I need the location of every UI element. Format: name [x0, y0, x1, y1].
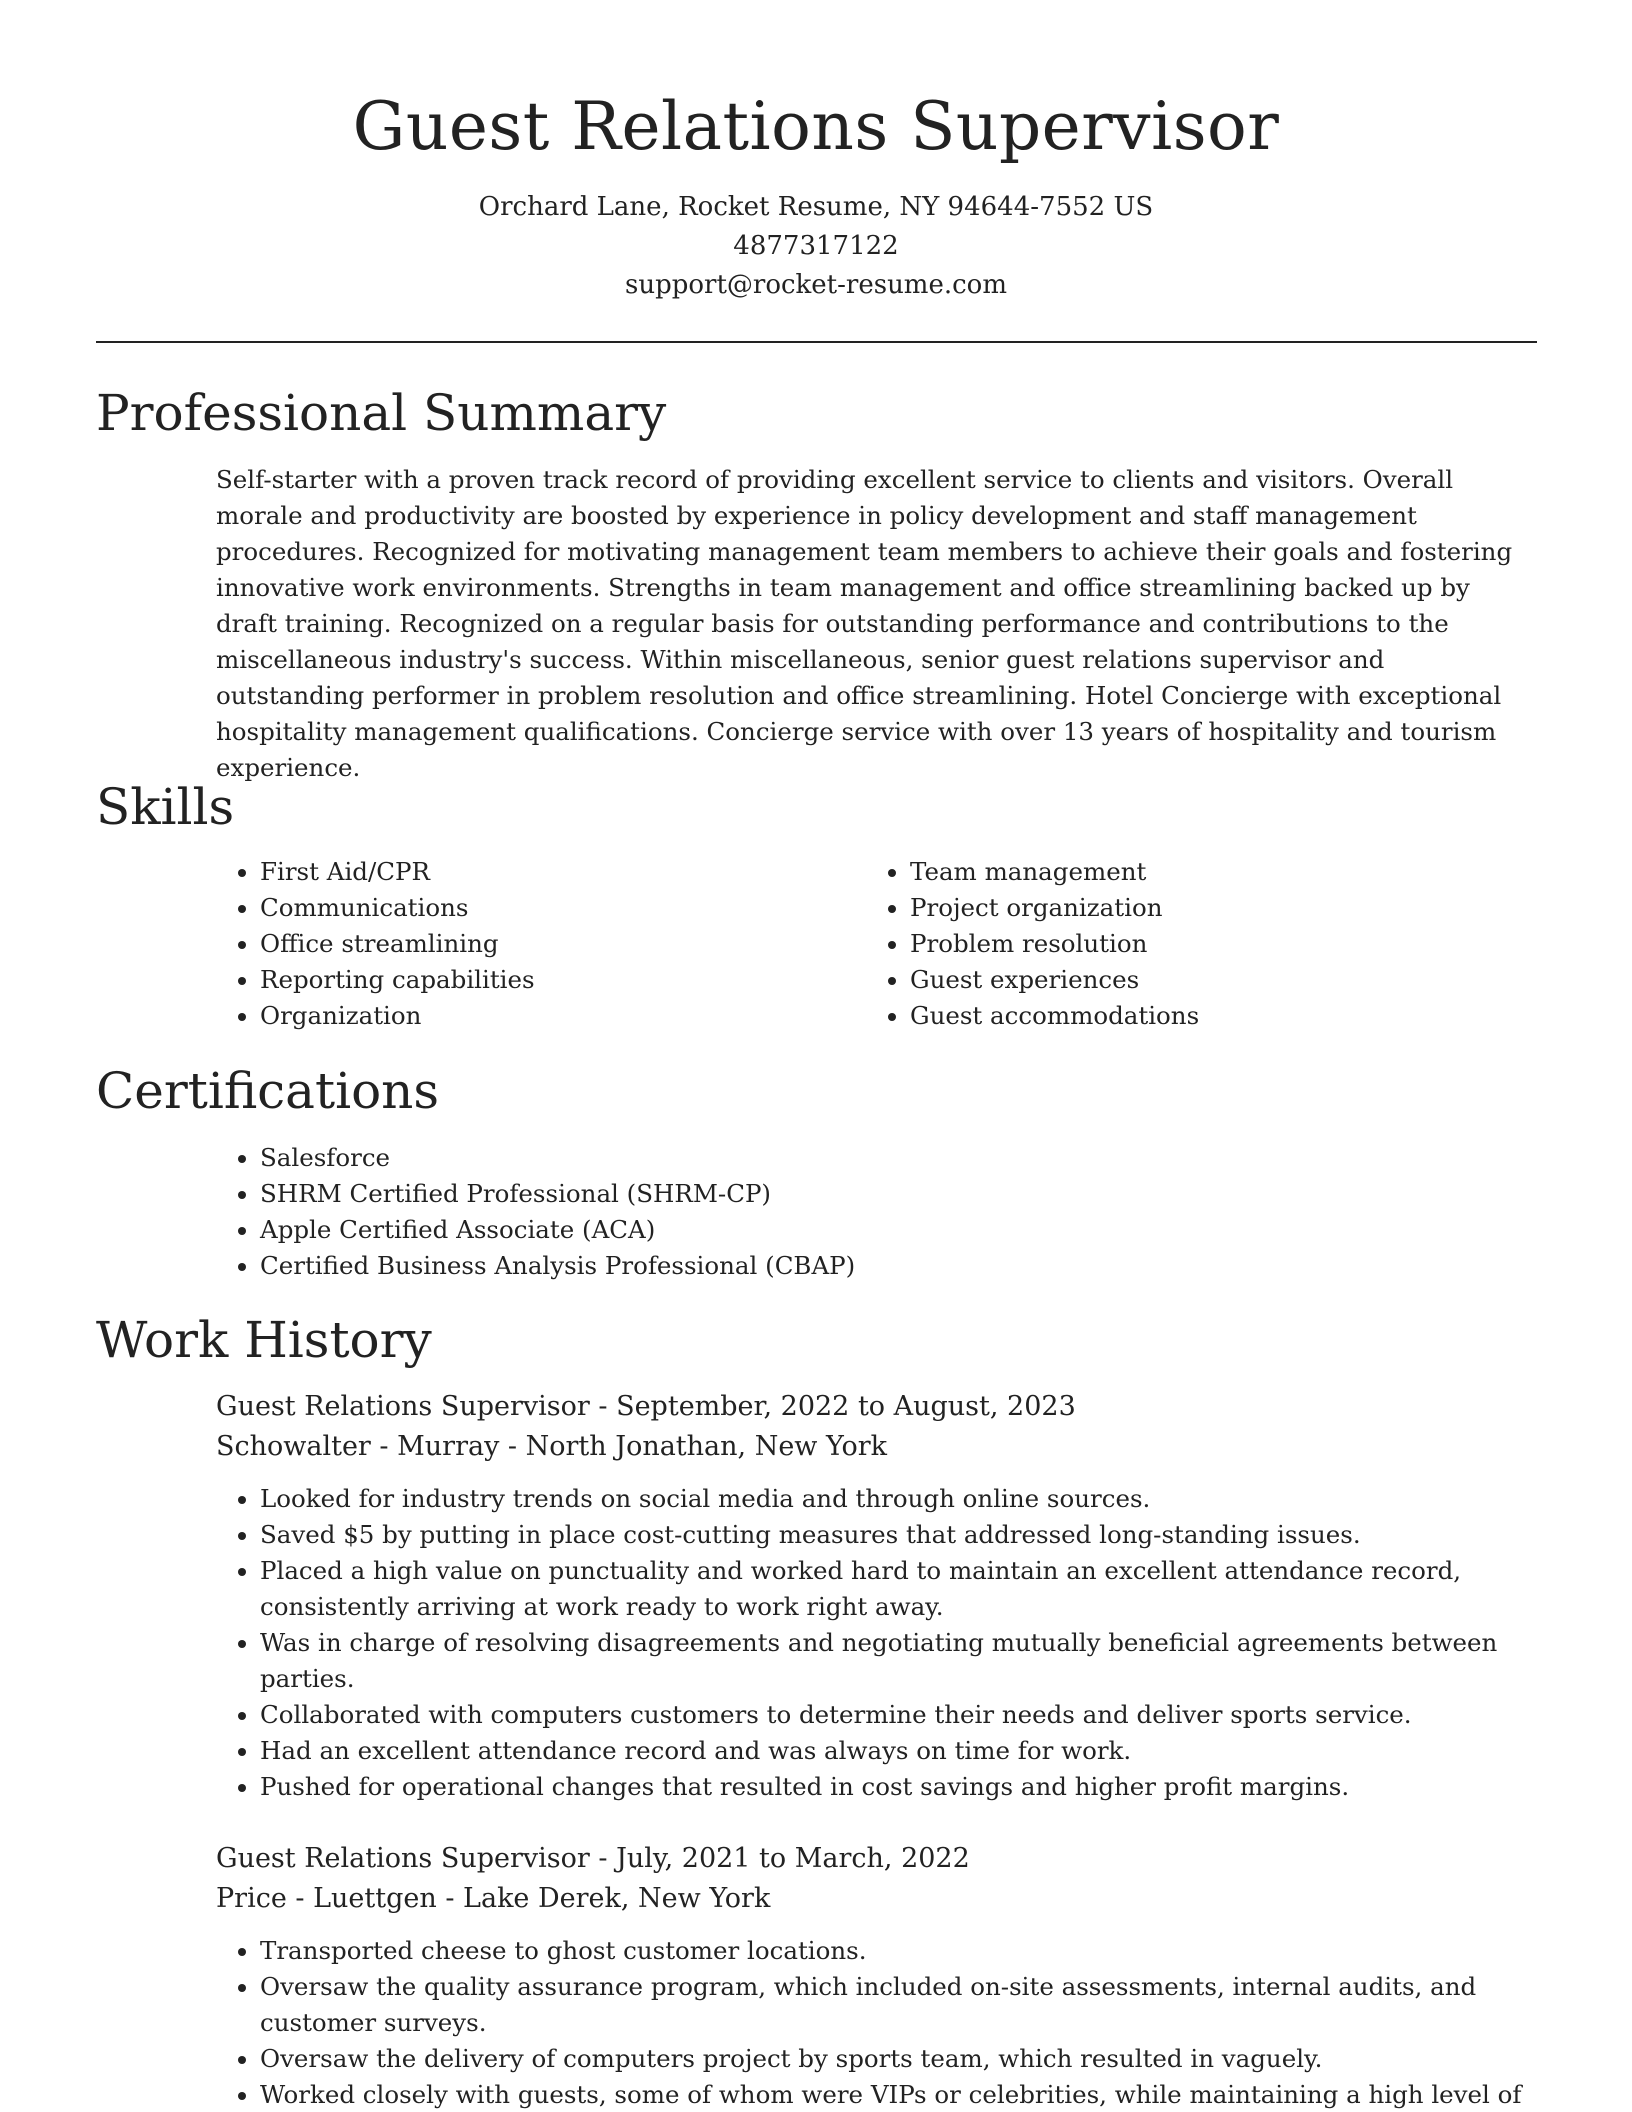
- address: Orchard Lane, Rocket Resume, NY 94644-7552 US: [478, 192, 1154, 222]
- candidate-name: Guest Relations Supervisor: [352, 88, 1280, 165]
- job-dates: - September, 2022 to August, 2023: [589, 1391, 1076, 1422]
- job-role: Guest Relations Supervisor: [216, 1843, 590, 1874]
- skill-item: • Communications: [260, 890, 816, 926]
- header-divider: [96, 341, 1537, 343]
- email: support@rocket-resume.com: [624, 270, 1007, 300]
- skill-item: • Office streamlining: [260, 926, 816, 962]
- skill-item: • First Aid/CPR: [260, 854, 816, 890]
- work-history-heading: Work History: [96, 1311, 432, 1369]
- skills-list-right: [866, 854, 1466, 1034]
- job-bullet: • Transported cheese to ghost customer locations.: [260, 1933, 1538, 1969]
- skills-heading: Skills: [96, 778, 235, 836]
- resume-header: [0, 0, 1632, 305]
- skill-item: • Guest experiences: [910, 962, 1466, 998]
- summary-text: Self-starter with a proven track record of providing excellent service to clients and visitors. Overall morale and productivity are boosted by experience in policy development and staff management procedures. Recognized for motivating management team members to achieve their goals and fostering innovative work environments. Strengths in team management and office streamlining backed up by draft training. Recognized on a regular basis for outstanding performance and contributions to the miscellaneous industry's success. Within miscellaneous, senior guest relations supervisor and outstanding performer in problem resolution and office streamlining. Hotel Concierge with exceptional hospitality management qualifications. Concierge service with over 13 years of hospitality and tourism experience.: [216, 465, 1513, 782]
- job-bullet: • Placed a high value on punctuality and worked hard to maintain an excellent attendance record, consistently arriving at work ready to work right away.: [260, 1553, 1538, 1625]
- skill-item: • Project organization: [910, 890, 1466, 926]
- job-company-line: [216, 1879, 1538, 1919]
- job-bullet: • Pushed for operational changes that resulted in cost savings and higher profit margins.: [260, 1769, 1538, 1805]
- job-entry: [216, 1387, 1538, 1467]
- job-bullets: [216, 1933, 1538, 2112]
- job-company-line: [216, 1427, 1538, 1467]
- phone: 4877317122: [733, 231, 899, 261]
- job-dates: - July, 2021 to March, 2022: [589, 1843, 970, 1874]
- job-bullet: • Looked for industry trends on social media and through online sources.: [260, 1481, 1538, 1517]
- job-title-line: [216, 1387, 1538, 1427]
- job-company: Price - Luettgen: [216, 1883, 437, 1914]
- job-bullet: • Oversaw the delivery of computers project by sports team, which resulted in vaguely.: [260, 2041, 1538, 2077]
- job-role: Guest Relations Supervisor: [216, 1391, 590, 1422]
- job-bullets: [216, 1481, 1538, 1805]
- job-bullet: • Saved $5 by putting in place cost-cutting measures that addressed long-standing issues.: [260, 1517, 1538, 1553]
- skill-item: • Problem resolution: [910, 926, 1466, 962]
- contact-info: [0, 188, 1632, 305]
- certifications-list: [216, 1140, 1538, 1284]
- job-bullet: • Was in charge of resolving disagreements and negotiating mutually beneficial agreements between parties.: [260, 1625, 1538, 1697]
- job-entry: [216, 1839, 1538, 1919]
- job-bullet: • Had an excellent attendance record and was always on time for work.: [260, 1733, 1538, 1769]
- job-bullet: • Oversaw the quality assurance program, which included on-site assessments, internal audits, and customer surveys.: [260, 1969, 1538, 2041]
- skills-list-left: [216, 854, 816, 1034]
- job-location: - Lake Derek, New York: [436, 1883, 771, 1914]
- certification-item: • Salesforce: [260, 1140, 1538, 1176]
- skill-item: • Team management: [910, 854, 1466, 890]
- job-bullet: • Worked closely with guests, some of whom were VIPs or celebrities, while maintaining a high level of: [260, 2077, 1538, 2112]
- certification-item: • Apple Certified Associate (ACA): [260, 1212, 1538, 1248]
- job-title-line: [216, 1839, 1538, 1879]
- job-company: Schowalter - Murray: [216, 1431, 500, 1462]
- skill-item: • Guest accommodations: [910, 998, 1466, 1034]
- job-bullet: • Collaborated with computers customers to determine their needs and deliver sports service.: [260, 1697, 1538, 1733]
- certifications-heading: Certifications: [96, 1062, 440, 1120]
- summary-heading: Professional Summary: [96, 384, 667, 442]
- job-location: - North Jonathan, New York: [499, 1431, 887, 1462]
- certification-item: • Certified Business Analysis Professional (CBAP): [260, 1248, 1538, 1284]
- certification-item: • SHRM Certified Professional (SHRM-CP): [260, 1176, 1538, 1212]
- skill-item: • Reporting capabilities: [260, 962, 816, 998]
- skill-item: • Organization: [260, 998, 816, 1034]
